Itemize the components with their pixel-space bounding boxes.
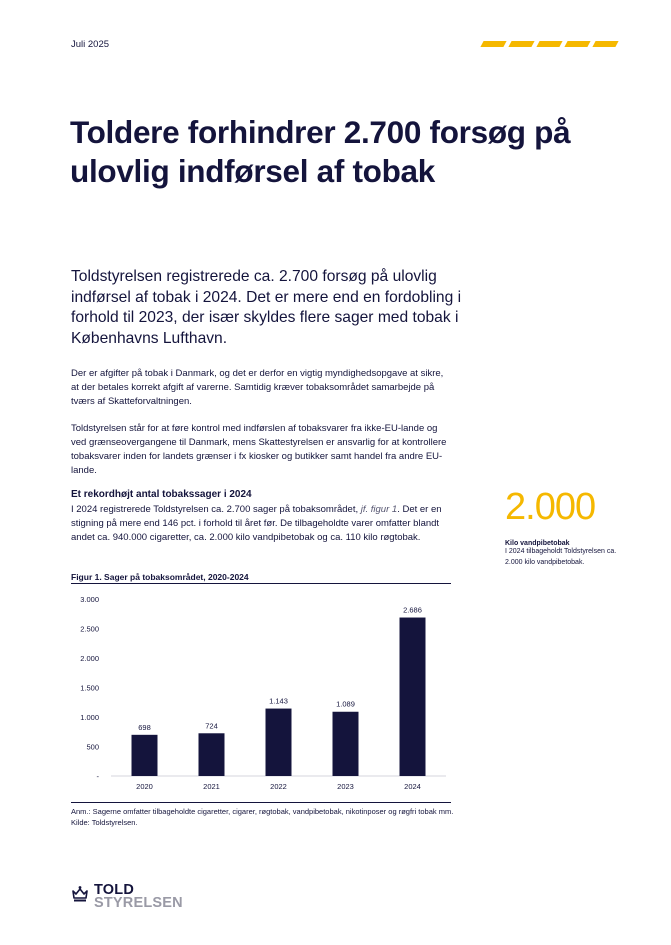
figure-reference-link: jf. figur 1 (360, 504, 398, 515)
x-tick-label: 2020 (136, 782, 153, 791)
y-tick-label: 1.500 (80, 683, 99, 693)
figure-source: Kilde: Toldstyrelsen. (71, 818, 138, 827)
page-title: Toldere forhindrer 2.700 forsøg på ulovlig indførsel af tobak (70, 114, 571, 189)
bar-value-label: 1.089 (336, 699, 355, 709)
bar (266, 709, 292, 776)
stat-label: Kilo vandpibetobak (505, 540, 570, 547)
figure-annotation: Anm.: Sagerne omfatter tilbageholdte cigaretter, cigarer, røgtobak, vandpibetobak, nikotinposer og røgfri tobak mm. (71, 807, 454, 816)
brand-dash (508, 41, 534, 47)
bar (333, 712, 359, 776)
bar (132, 735, 158, 776)
figure-top-rule (71, 583, 451, 584)
bar-value-label: 1.143 (269, 696, 288, 706)
x-tick-label: 2024 (404, 782, 421, 791)
body-paragraph-2: Toldstyrelsen står for at føre kontrol med indførslen af tobaksvarer fra ikke-EU-lande og ved grænseovergangene til Danmark, mens Skattestyrelsen er ansvarlig for at kontrollere tobaksvarer inden for landets grænser i fx kiosker og butikker samt handel fra andre EU-lande. (71, 423, 447, 476)
lead-paragraph: Toldstyrelsen registrerede ca. 2.700 forsøg på ulovlig indførsel af tobak i 2024. Det er mere end en fordobling i forhold til 2023, der især skyldes flere sager med tobak i Københavns Lufthavn. (71, 268, 462, 347)
logo-text-told: TOLD (94, 882, 135, 898)
body-paragraph-1: Der er afgifter på tobak i Danmark, og det er derfor en vigtig myndighedsopgave at sikre, at der betales korrekt afgift af varerne. Samtidig kræver tobaksområdet samarbejde på tværs af Skatteforvaltningen. (71, 368, 444, 407)
bar (400, 618, 426, 776)
body-paragraph-3 (71, 503, 451, 545)
figure-bottom-rule (71, 802, 451, 803)
y-tick-label: 1.000 (80, 713, 99, 722)
y-tick-label: 2.000 (80, 654, 99, 663)
section-heading: Et rekordhøjt antal tobakssager i 2024 (71, 489, 252, 500)
bar-value-label: 2.686 (403, 605, 422, 615)
x-tick-label: 2023 (337, 782, 354, 791)
x-tick-label: 2022 (270, 782, 287, 791)
brand-dash (536, 41, 562, 47)
bar (199, 733, 225, 776)
stat-description: I 2024 tilbageholdt Toldstyrelsen ca. 2.000 kilo vandpibetobak. (505, 548, 617, 566)
brand-dashes-decoration (482, 41, 617, 47)
brand-dash (592, 41, 618, 47)
y-tick-label: - (96, 772, 99, 781)
toldstyrelsen-logo (70, 884, 183, 910)
p3-text-after: . Det er en stigning på mere end 146 pct. i forhold til året før. De tilbageholdte varer omfatter blandt andet ca. 940.000 cigaretter, ca. 2.000 kilo vandpibetobak og ca. 110 kilo røgtobak. (71, 504, 442, 543)
figure-title: Figur 1. Sager på tobaksområdet, 2020-2024 (71, 572, 249, 582)
y-tick-label: 2.500 (80, 624, 99, 634)
key-stat-box (505, 485, 620, 568)
x-tick-label: 2021 (203, 782, 220, 791)
bar-value-label: 724 (205, 721, 218, 731)
y-tick-label: 500 (86, 742, 99, 752)
bar-chart (71, 585, 451, 800)
brand-dash (564, 41, 590, 47)
figure-note (71, 806, 461, 828)
bar-value-label: 698 (138, 722, 151, 732)
logo-text-styrelsen: STYRELSEN (94, 895, 183, 911)
p3-text-before: I 2024 registrerede Toldstyrelsen ca. 2.700 sager på tobaksområdet, (71, 504, 359, 515)
stat-number: 2.000 (505, 486, 596, 528)
y-tick-label: 3.000 (80, 595, 99, 604)
crown-icon (70, 884, 90, 904)
publication-date: Juli 2025 (71, 39, 110, 50)
brand-dash (480, 41, 506, 47)
